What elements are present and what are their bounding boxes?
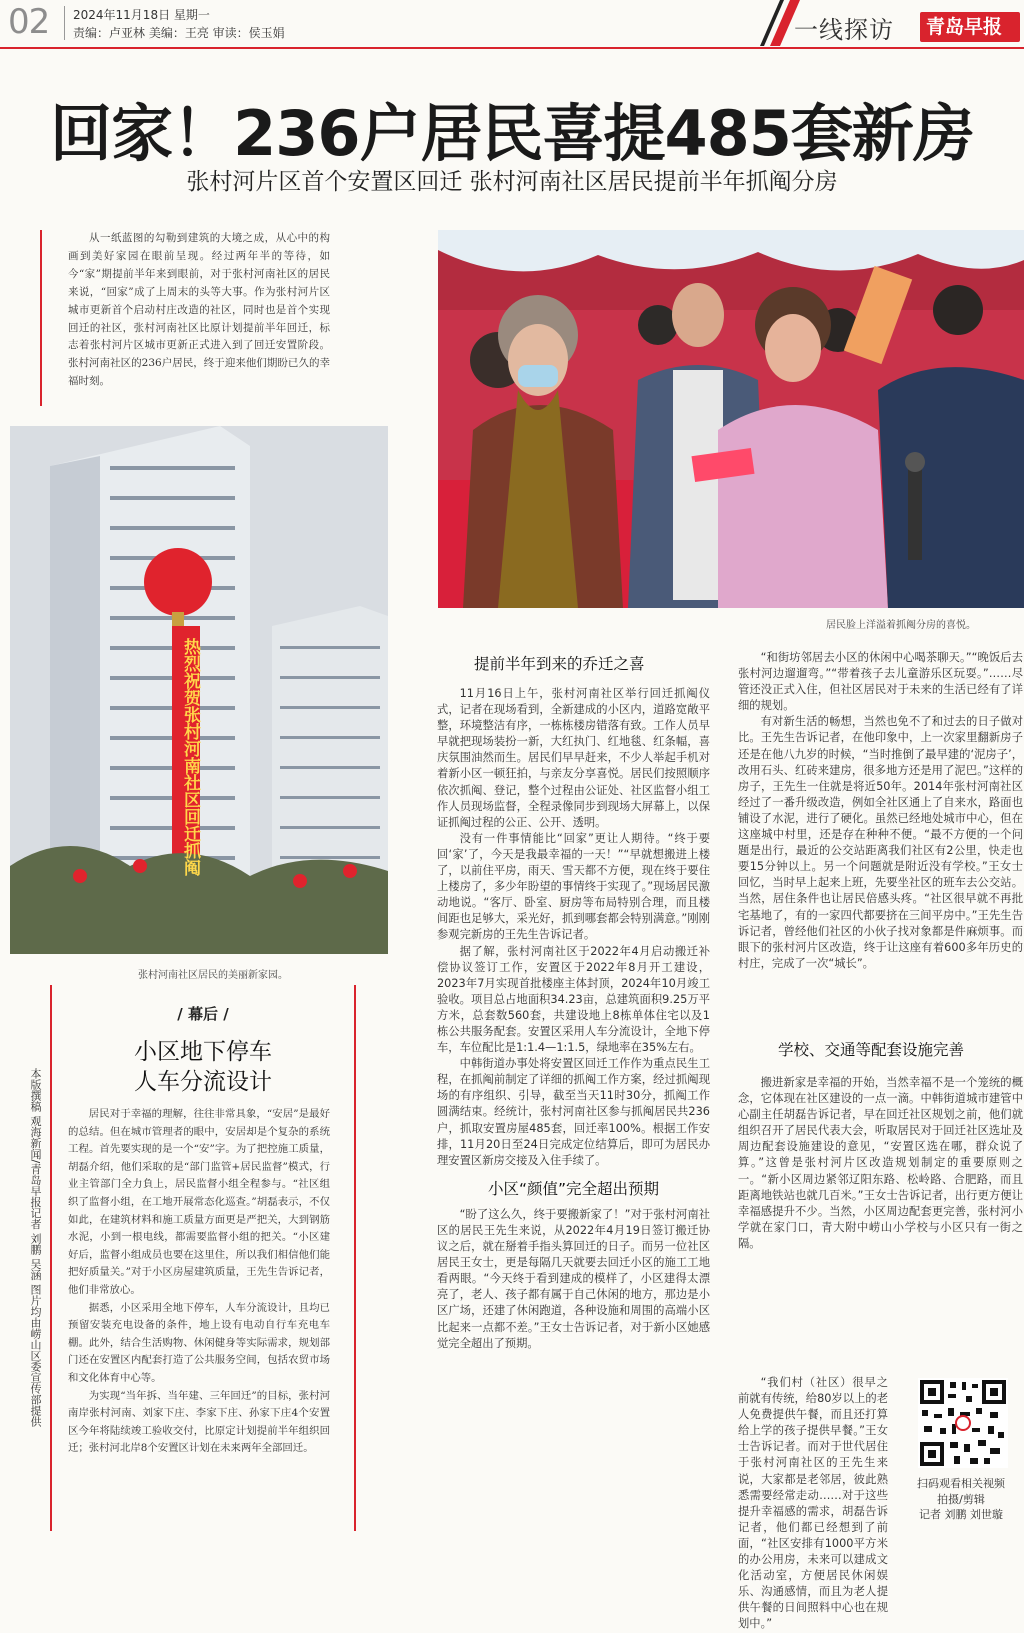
sidebar-kicker: / 幕后 / [177,1005,229,1023]
sidebar-paragraph: 为实现“当年拆、当年建、三年回迁”的目标，张村河南岸张村河南、刘家下庄、李家下庄、孙家下庄4个安置区今年将陆续竣工验收交付，比原定计划提前半年组织回迁；张村河北岸8个安置区计划在未来两年全部回迁。 [68,1389,330,1455]
article-paragraph: 搬进新家是幸福的开始，当然幸福不是一个笼统的概念，它体现在社区建设的一点一滴。中韩街道城市建管中心副主任胡磊告诉记者，早在回迁社区规划之前，他们就组织召开了居民代表大会，听取居民对于回迁社区选址及周边配套设施建设的意见，“安置区选在哪，群众说了算。”这曾是张村河片区改造规划制定的重要原则之一。“新小区周边紧邻辽阳东路、松岭路、合肥路，而且距离地铁站也就几百米。”王女士告诉记者，出行更方便让幸福感提升不少。当然，小区周边配套更完善，张村河小学就在家门口，青大附中崂山小学校与小区只有一街之隔。 [738,1076,1023,1250]
article-paragraph: 没有一件事情能比“回家”更让人期待。“终于要回‘家’了，今天是我最幸福的一天！”“早就想搬进上楼了，以前住平房，雨天、雪天都不方便，现在终于要住上楼房了，多少年盼望的事情终于实现了。”现场居民激动地说。“客厅、卧室、厨房等布局特别合理，而且楼间距也足够大，采光好，抓到哪套都会特别满意。”刚刚参观完新房的王先生告诉记者。 [437,831,710,942]
article-paragraph: “盼了这么久，终于要搬新家了！”对于张村河南社区的居民王先生来说，从2022年4月19日签订搬迁协议之后，就在掰着手指头算回迁的日子。而另一位社区居民王女士，更是每隔几天就要去回迁小区的施工工地看两眼。“今天终于看到建成的模样了，小区建得太漂亮了，老人、孩子都有属于自己休闲的地方，那边是小区广场，还建了休闲跑道，各种设施和周围的高端小区比起来一点都不差。”王女士告诉记者，对于新小区她感觉完全超出了预期。 [437,1207,710,1350]
qr-caption [898,1476,1024,1523]
middle-column [437,686,710,1531]
section-title: 一线探访 [794,16,894,44]
sidebar-paragraph: 居民对于幸福的理解，往往非常具象，“安居”是最好的总结。但在城市管理者的眼中，安居却是个复杂的系统工程。首先要实现的是一个“安”字。为了把控施工质量，胡磊介绍，他们采取的是“部门监管+居民监督”模式，行业主管部门全力負上，居民监督小组全程参与。“社区组织了监督小组，在工地开展常态化巡查。”胡磊表示，不仅如此，在建筑材料和施工质量方面更是严把关，大到钢筋水泥，小到一根电线，都需要监督小组的把关。“小区建好后，监督小组成员也要在这里住，所以我们相信他们能把好质量关。”对于小区房屋建筑质量，王先生告诉记者，他们非常放心。 [68,1108,330,1296]
building-photo [10,426,388,954]
page-number: 02 [8,2,50,42]
sidebar-title-line1: 小区地下停车 [134,1039,272,1065]
lottery-photo [438,230,1024,608]
qr-caption-line: 记者 刘鹏 刘世璇 [919,1508,1003,1521]
section3-heading: 学校、交通等配套设施完善 [778,1041,965,1059]
intro-paragraph: 从一纸蓝图的勾勒到建筑的大境之成，从心中的构画到美好家园在眼前呈现。经过两年半的等待，如今“家”期提前半年来到眼前，对于张村河南社区的居民来说，“回家”成了上周末的头等大事。作为张村河片区城市更新首个启动村庄改造的社区，同时也是首个实现回迁的社区，张村河南社区比原计划提前半年回迁，标志着张村河片区城市更新正式进入到了回迁安置阶段。张村河南社区的236户居民，终于迎来他们期盼已久的幸福时刻。 [68,232,330,388]
article-paragraph: “和街坊邻居去小区的休闲中心喝茶聊天。”“晚饭后去张村河边遛遛弯。”“带着孩子去儿童游乐区玩耍。”……尽管还没正式入住，但社区居民对于未来的生活已经有了详细的规划。 [738,651,1023,713]
building-photo-caption: 张村河南社区居民的美丽新家园。 [138,970,288,981]
editor-credits: 责编：卢亚林 美编：王亮 审读：侯玉娟 [73,26,285,40]
qr-caption-line: 扫码观看相关视频 [917,1477,1005,1490]
page-header [0,0,1024,48]
qr-code-icon[interactable] [918,1378,1008,1468]
qr-caption-line: 拍摄/剪辑 [937,1492,985,1506]
article-paragraph: 有对新生活的畅想，当然也免不了和过去的日子做对比。王先生告诉记者，在他印象中，上一次家里翻新房子还是在他八九岁的时候，“当时推倒了最早建的‘泥房子’，改用石头、红砖来建房，很多地方还是用了泥巴。”这样的房子，王先生一住就是将近50年。2014年张村河南社区经过了一番升级改造，例如全社区通上了自来水，路面也铺设了水泥，进行了硬化。虽然已经地处城市中心，但在这座城中村里，还是存在种种不便。“最不方便的一个问题是出行，最近的公交站距离我们社区有2公里，快走也要15分钟以上。另一个问题就是附近没有学校。”王女士回忆，当时早上起来上班，先要坐社区的班车去公交站。当然，居住条件也让居民倍感头疼。“社区很早就不再批宅基地了，有的一家四代都要挤在三间平房中。”王先生告诉记者，曾经他们社区的小伙子找对象都是件麻烦事。而眼下的张村河片区改造，终于让这座有着600多年历史的村庄，完成了一次“城长”。 [738,715,1023,970]
sidebar-title-line2: 人车分流设计 [134,1069,272,1095]
right-column-bottom [738,1375,888,1631]
header-rule [0,47,1024,49]
lottery-photo-caption: 居民脸上洋溢着抓阄分房的喜悦。 [826,620,976,631]
sub-headline: 张村河片区首个安置区回迁 张村河南社区居民提前半年抓阄分房 [186,169,838,195]
sidebar-paragraph: 据悉，小区采用全地下停车，人车分流设计，且均已预留安装充电设备的条件，地上设有电动自行车充电车棚。此外，结合生活购物、休闲健身等实际需求，规划部门还在安置区内配套打造了公共服务空间，包括农贸市场和文化体育中心等。 [68,1301,330,1384]
intro-accent-bar [40,230,42,406]
right-column-top [738,650,1023,1025]
section1-heading: 提前半年到来的乔迁之喜 [474,655,645,673]
celebration-banner-text: 热烈祝贺张村河南社区回迁抓阄 [180,638,200,876]
newspaper-logo: 青岛早报 [920,12,1020,42]
issue-date: 2024年11月18日 星期一 [73,8,210,22]
header-slant-decoration [740,0,800,46]
article-paragraph: “我们村（社区）很早之前就有传统，给80岁以上的老人免费提供午餐，而且还打算给上学的孩子提供早餐。”王女士告诉记者。而对于世代居住于张村河南社区的王先生来说，大家都是老邻居，彼此熟悉需要经常走动……对于这些提升幸福感的需求，胡磊告诉记者，他们都已经想到了前面，“社区安排有1000平方米的办公用房，未来可以建成文化活动室，方便居民休闲娱乐、沟通感情，而且为老人提供午餐的日间照料中心也在规划中。” [738,1376,888,1631]
main-headline: 回家！236户居民喜提485套新房 [50,97,974,170]
section2-heading: 小区“颜值”完全超出预期 [487,1179,660,1198]
article-paragraph: 中韩街道办事处将安置区回迁工作作为重点民生工程，在抓阄前制定了详细的抓阄工作方案，经过抓阄现场的有序组织、引导，截至当天11时30分，抓阄工作圆满结束。经统计，张村河南社区参与抓阄居民共236户，抓取安置房屋485套，回迁率100%。根据工作安排，11月20日至24日完成定位结算后，即可为居民办理安置区新房交接及入住手续了。 [437,1057,710,1167]
header-divider [64,6,65,40]
reporter-credit: 本版撰稿 观海新闻/青岛早报记者 刘鹏 吴涵 图片均由崂山区委宣传部提供 [29,1068,42,1427]
lottery-photo-illustration [438,230,1024,608]
sidebar-body [68,1106,330,1531]
article-paragraph: 11月16日上午，张村河南社区举行回迁抓阄仪式，记者在现场看到，全新建成的小区内，道路宽敞平整，环境整洁有序，一栋栋楼房错落有致。工作人员早早就把现场装扮一新，大红执门、红地毯、红条幅，喜庆氛围油然而生。居民们早早赶来，不少人举起手机对着新小区一顿狂拍，与亲友分享喜悦。居民们按照顺序依次抓阄、登记，整个过程由公证处、社区监督小组工作人员现场监督，全程录像同步到现场大屏幕上，以保证抓阄过程的公正、公开、透明。 [437,687,710,829]
article-paragraph: 据了解，张村河南社区于2022年4月启动搬迁补偿协议签订工作，安置区于2022年8月开工建设，2023年7月实现首批楼座主体封顶，2024年10月竣工验收。项目总占地面积34.23亩，总建筑面积9.25万平方米，总套数560套，共建设地上8栋单体住宅以及1栋公共服务配套。安置区采用人车分流设计，全地下停车，车位配比是1:1.4—1:1.5，绿地率在35%左右。 [437,944,710,1055]
right-column-middle [738,1075,1023,1375]
